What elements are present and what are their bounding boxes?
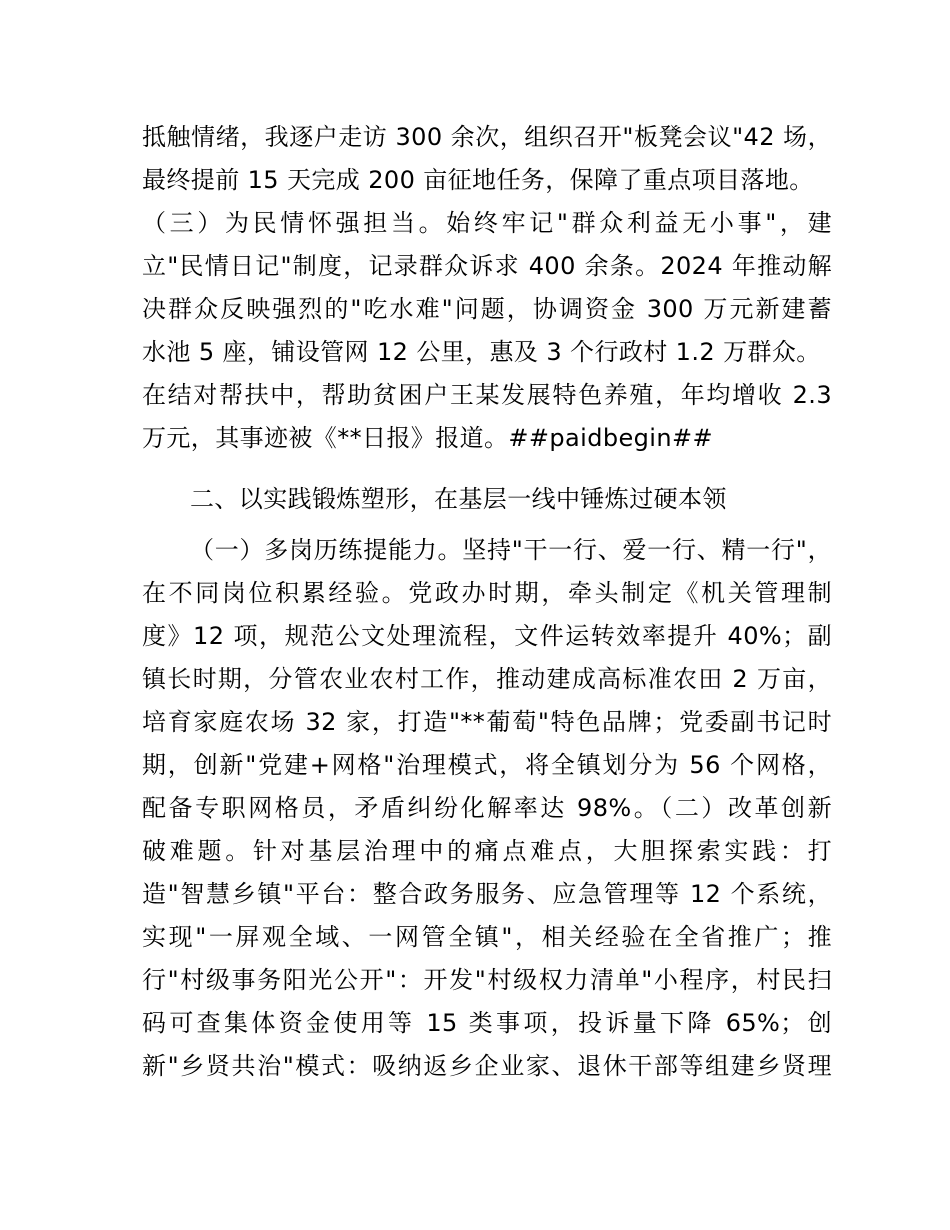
text-line: 在结对帮扶中，帮助贫困户王某发展特色养殖，年均增收 2.3 bbox=[142, 381, 832, 409]
text-line: 决群众反映强烈的"吃水难"问题，协调资金 300 万元新建蓄 bbox=[142, 295, 832, 323]
text-line: 行"村级事务阳光公开"：开发"村级权力清单"小程序，村民扫 bbox=[142, 966, 832, 994]
text-line: 培育家庭农场 32 家，打造"**葡萄"特色品牌；党委副书记时 bbox=[142, 708, 832, 736]
text-line: 立"民情日记"制度，记录群众诉求 400 余条。2024 年推动解 bbox=[142, 252, 832, 280]
text-line: 抵触情绪，我逐户走访 300 余次，组织召开"板凳会议"42 场， bbox=[142, 123, 832, 151]
text-line: 万元，其事迹被《**日报》报道。##paidbegin## bbox=[142, 424, 713, 452]
text-line: 镇长时期，分管农业农村工作，推动建成高标准农田 2 万亩， bbox=[142, 665, 832, 693]
text-line: （三）为民情怀强担当。始终牢记"群众利益无小事"，建 bbox=[142, 209, 832, 237]
section-heading: 二、以实践锻炼塑形，在基层一线中锤炼过硬本领 bbox=[190, 485, 727, 513]
text-line: 新"乡贤共治"模式：吸纳返乡企业家、退休干部等组建乡贤理 bbox=[142, 1052, 832, 1080]
text-line: 最终提前 15 天完成 200 亩征地任务，保障了重点项目落地。 bbox=[142, 166, 814, 194]
text-line: 期，创新"党建+网格"治理模式，将全镇划分为 56 个网格， bbox=[142, 751, 832, 779]
text-line: 水池 5 座，铺设管网 12 公里，惠及 3 个行政村 1.2 万群众。 bbox=[142, 338, 821, 366]
text-line: 配备专职网格员，矛盾纠纷化解率达 98%。（二）改革创新 bbox=[142, 794, 832, 822]
text-line: 破难题。针对基层治理中的痛点难点，大胆探索实践：打 bbox=[142, 837, 832, 865]
text-line: 码可查集体资金使用等 15 类事项，投诉量下降 65%；创 bbox=[142, 1009, 832, 1037]
text-line: （一）多岗历练提能力。坚持"干一行、爱一行、精一行"， bbox=[190, 536, 832, 564]
text-line: 实现"一屏观全域、一网管全镇"，相关经验在全省推广；推 bbox=[142, 923, 832, 951]
paragraph-block-2 bbox=[142, 529, 832, 1088]
text-line: 在不同岗位积累经验。党政办时期，牵头制定《机关管理制 bbox=[142, 579, 832, 607]
text-line: 度》12 项，规范公文处理流程，文件运转效率提升 40%；副 bbox=[142, 622, 832, 650]
text-line: 造"智慧乡镇"平台：整合政务服务、应急管理等 12 个系统， bbox=[142, 880, 832, 908]
paragraph-block-1 bbox=[142, 116, 832, 460]
